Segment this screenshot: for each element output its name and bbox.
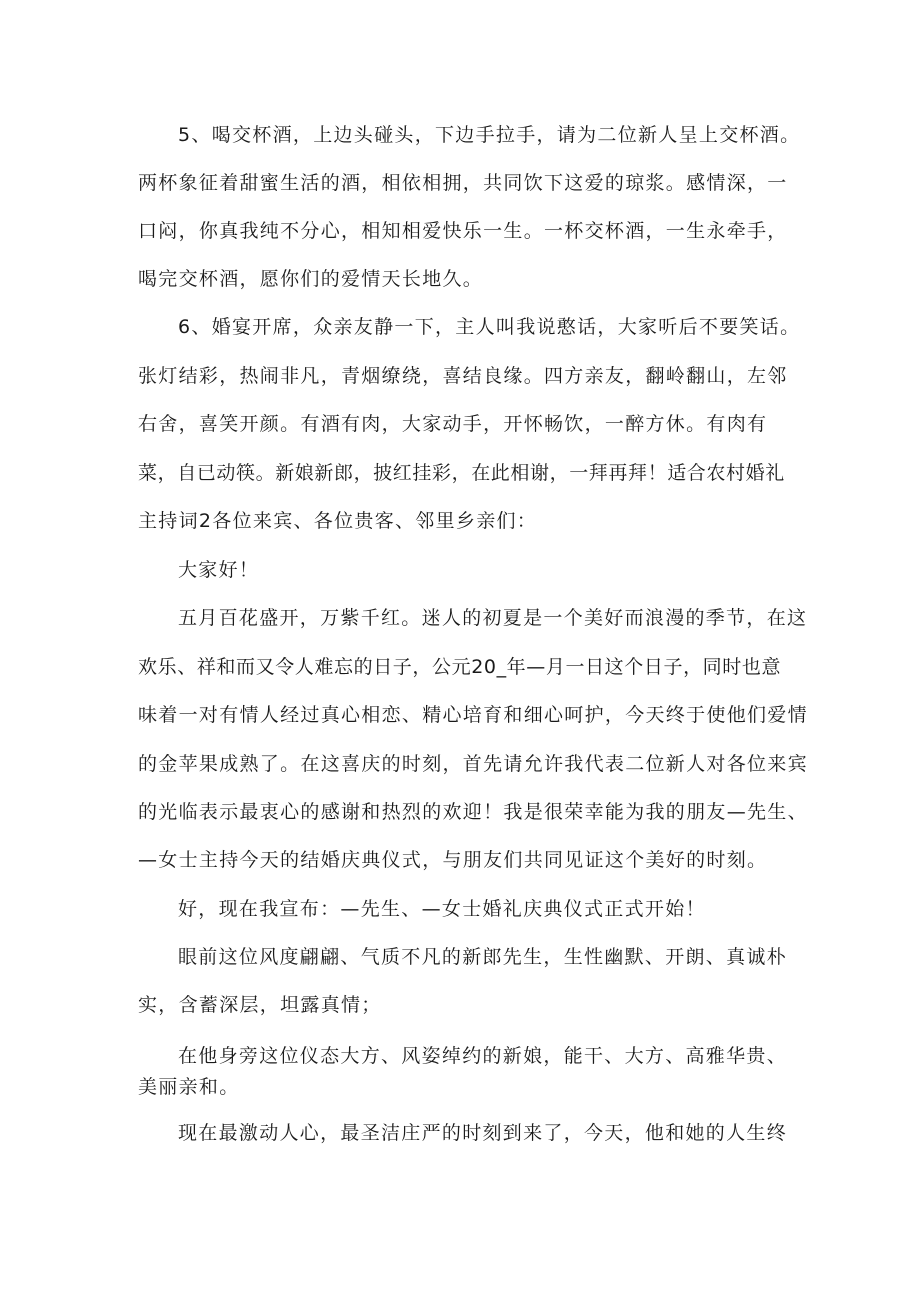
text-line: —女士主持今天的结婚庆典仪式，与朋友们共同见证这个美好的时刻。: [138, 849, 768, 871]
text-line: 美丽亲和。: [138, 1076, 240, 1098]
text-line: 右舍，喜笑开颜。有酒有肉，大家动手，开怀畅饮，一醉方休。有肉有: [138, 413, 768, 435]
text-line: 眼前这位风度翩翩、气质不凡的新郎先生，生性幽默、开朗、真诚朴: [178, 946, 788, 968]
text-line: 现在最激动人心，最圣洁庄严的时刻到来了，今天，他和她的人生终: [178, 1122, 788, 1144]
text-line: 菜，自已动筷。新娘新郎，披红挂彩，在此相谢，一拜再拜！适合农村婚礼: [138, 462, 785, 484]
text-line: 在他身旁这位仪态大方、风姿绰约的新娘，能干、大方、高雅华贵、: [178, 1045, 788, 1067]
text-line: 的光临表示最衷心的感谢和热烈的欢迎！我是很荣幸能为我的朋友—先生、: [138, 801, 808, 823]
text-line: 的金苹果成熟了。在这喜庆的时刻，首先请允许我代表二位新人对各位来宾: [138, 753, 808, 775]
text-line: 张灯结彩，热闹非凡，青烟缭绕，喜结良缘。四方亲友，翻岭翻山，左邻: [138, 365, 788, 387]
text-line: 主持词2各位来宾、各位贵客、邻里乡亲们：: [138, 510, 538, 532]
text-line: 5、喝交杯酒，上边头碰头，下边手拉手，请为二位新人呈上交杯酒。: [178, 124, 801, 146]
text-line: 口闷，你真我纯不分心，相知相爱快乐一生。一杯交杯酒，一生永牵手，: [138, 220, 788, 242]
text-line: 两杯象征着甜蜜生活的酒，相依相拥，共同饮下这爱的琼浆。感情深，一: [138, 172, 788, 194]
text-line: 欢乐、祥和而又令人难忘的日子，公元20_年—月一日这个日子，同时也意: [138, 656, 782, 678]
text-line: 好，现在我宣布：—先生、—女士婚礼庆典仪式正式开始！: [178, 898, 706, 920]
text-line: 味着一对有情人经过真心相恋、精心培育和细心呵护，今天终于使他们爱情: [138, 704, 808, 726]
text-line: 实，含蓄深层，坦露真情；: [138, 994, 382, 1016]
text-line: 大家好！: [178, 559, 260, 581]
text-line: 五月百花盛开，万紫千红。迷人的初夏是一个美好而浪漫的季节，在这: [178, 607, 808, 629]
text-line: 喝完交杯酒，愿你们的爱情天长地久。: [138, 268, 484, 290]
text-line: 6、婚宴开席，众亲友静一下，主人叫我说憨话，大家听后不要笑话。: [178, 316, 801, 338]
